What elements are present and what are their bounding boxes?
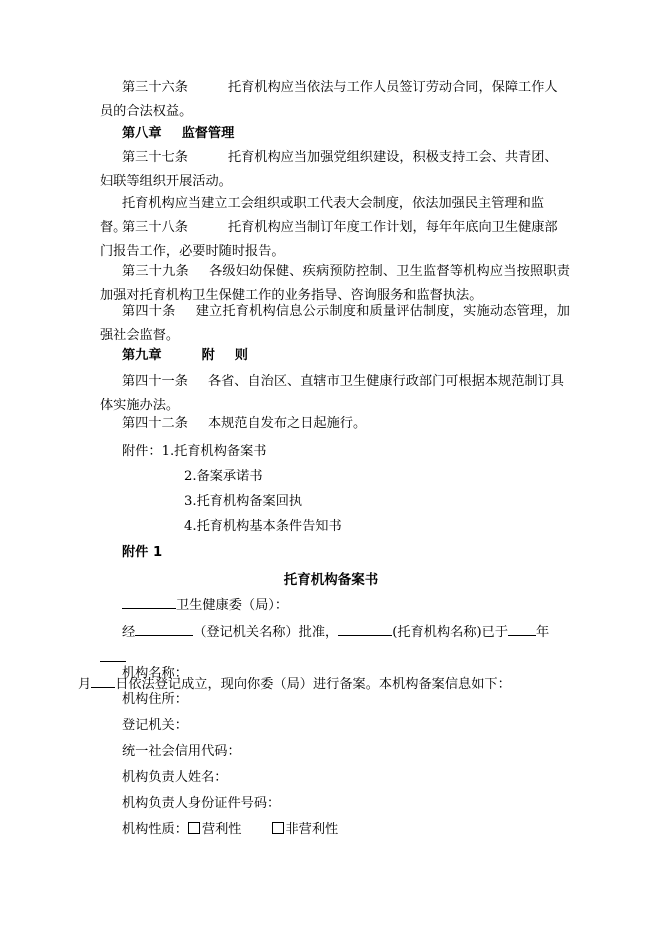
attachment-item: 2.备案承诺书: [184, 469, 263, 484]
form-intro: 经 （登记机关名称）批准， (托育机构名称)已于 年 月 日依法登记成立，现向你委（局）进行备案。本机构备案信息如下：: [100, 620, 570, 698]
checkbox-non-profit[interactable]: [272, 822, 284, 834]
article-38: 第三十八条 托育机构应当制订年度工作计划，每年年底向卫生健康部门报告工作，必要时随时报告。: [100, 220, 558, 259]
article-37: 第三十七条 托育机构应当加强党组织建设，积极支持工会、共青团、妇联等组织开展活动。: [100, 150, 558, 189]
form-addressee: 卫生健康委（局）：: [100, 594, 570, 618]
article-42: 第四十二条 本规范自发布之日起施行。: [122, 416, 367, 431]
chapter-8-heading: 第八章 监督管理: [122, 126, 235, 141]
field-org-address: 机构住所：: [122, 692, 188, 707]
chapter-9-heading: 第九章 附 则: [122, 348, 248, 363]
article-36: 第三十六条 托育机构应当依法与工作人员签订劳动合同，保障工作人员的合法权益。: [100, 80, 558, 119]
blank-underline[interactable]: [100, 647, 126, 662]
article-41: 第四十一条 各省、自治区、直辖市卫生健康行政部门可根据本规范制订具体实施办法。: [100, 374, 564, 413]
annex-1-label: 附件 1: [122, 545, 163, 560]
checkbox-for-profit[interactable]: [188, 822, 200, 834]
attachment-item: 4.托育机构基本条件告知书: [184, 519, 342, 534]
field-head-id: 机构负责人身份证件号码：: [122, 796, 281, 811]
blank-underline[interactable]: [135, 621, 193, 636]
field-org-name: 机构名称：: [122, 666, 188, 681]
field-credit-code: 统一社会信用代码：: [122, 744, 241, 759]
attachment-item: 3.托育机构备案回执: [184, 494, 303, 509]
field-registration-authority: 登记机关：: [122, 718, 188, 733]
article-39: 第三十九条 各级妇幼保健、疾病预防控制、卫生监督等机构应当按照职责加强对托育机构卫生保健工作的业务指导、咨询服务和监督执法。: [100, 264, 570, 303]
attachments-line: 附件：1.托育机构备案书: [122, 444, 267, 459]
form-title: 托育机构备案书: [283, 572, 379, 588]
blank-underline[interactable]: [122, 594, 176, 609]
article-40: 第四十条 建立托育机构信息公示制度和质量评估制度，实施动态管理，加强社会监督。: [100, 304, 570, 343]
field-head-name: 机构负责人姓名：: [122, 770, 228, 785]
field-org-nature: 机构性质： 营利性 非营利性: [122, 822, 339, 837]
blank-underline[interactable]: [338, 621, 392, 636]
blank-underline[interactable]: [508, 621, 536, 636]
union-paragraph: 托育机构应当建立工会组织或职工代表大会制度，依法加强民主管理和监督。: [100, 196, 544, 235]
